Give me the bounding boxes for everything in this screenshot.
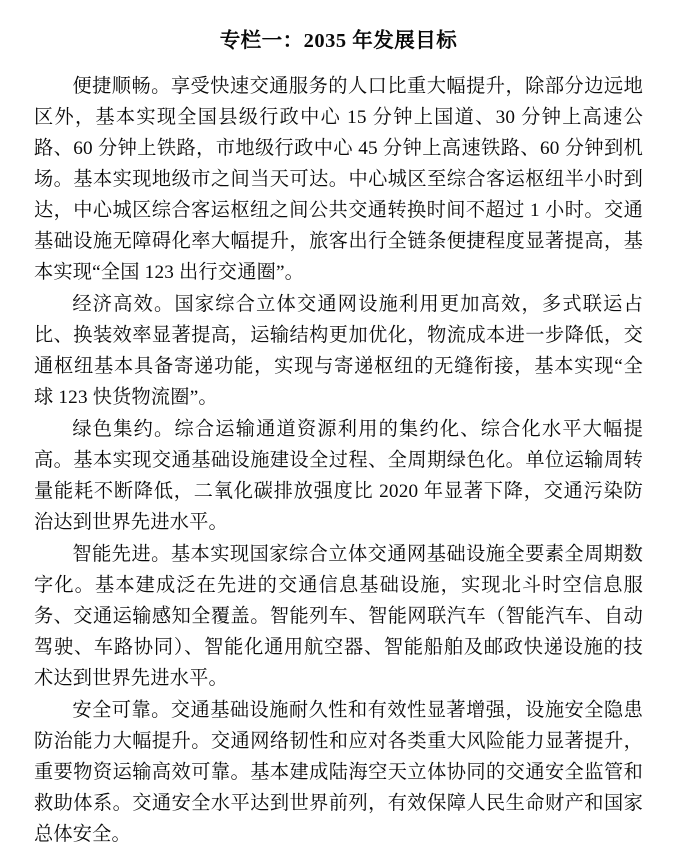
paragraph-economic: 经济高效。国家综合立体交通网设施利用更加高效，多式联运占比、换装效率显著提高，运输结构更加优化，物流成本进一步降低，交通枢纽基本具备寄递功能，实现与寄递枢纽的无缝衔接，基本实现“全球 123 快货物流圈”。 [34, 293, 643, 409]
paragraph-green: 绿色集约。综合运输通道资源利用的集约化、综合化水平大幅提高。基本实现交通基础设施建设全过程、全周期绿色化。单位运输周转量能耗不断降低，二氧化碳排放强度比 2020 年显著下降，交通污染防治达到世界先进水平。 [34, 418, 643, 533]
paragraph-convenient: 便捷顺畅。享受快速交通服务的人口比重大幅提升，除部分边远地区外，基本实现全国县级行政中心 15 分钟上国道、30 分钟上高速公路、60 分钟上铁路，市地级行政中心 45 分钟上高速铁路、60 分钟到机场。基本实现地级市之间当天可达。中心城区至综合客运枢纽半小时到达，中心城区综合客运枢纽之间公共交通转换时间不超过 1 小时。交通基础设施无障碍化率大幅提升，旅客出行全链条便捷程度显著提高，基本实现“全国 123 出行交通圈”。 [34, 75, 643, 284]
page-title: 专栏一：2035 年发展目标 [219, 30, 458, 52]
paragraph-safe: 安全可靠。交通基础设施耐久性和有效性显著增强，设施安全隐患防治能力大幅提升。交通网络韧性和应对各类重大风险能力显著提升，重要物资运输高效可靠。基本建成陆海空天立体协同的交通安全监管和救助体系。交通安全水平达到世界前列，有效保障人民生命财产和国家总体安全。 [34, 699, 643, 845]
paragraph-intelligent: 智能先进。基本实现国家综合立体交通网基础设施全要素全周期数字化。基本建成泛在先进的交通信息基础设施，实现北斗时空信息服务、交通运输感知全覆盖。智能列车、智能网联汽车（智能汽车、自动驾驶、车路协同）、智能化通用航空器、智能船舶及邮政快递设施的技术达到世界先进水平。 [34, 543, 643, 689]
